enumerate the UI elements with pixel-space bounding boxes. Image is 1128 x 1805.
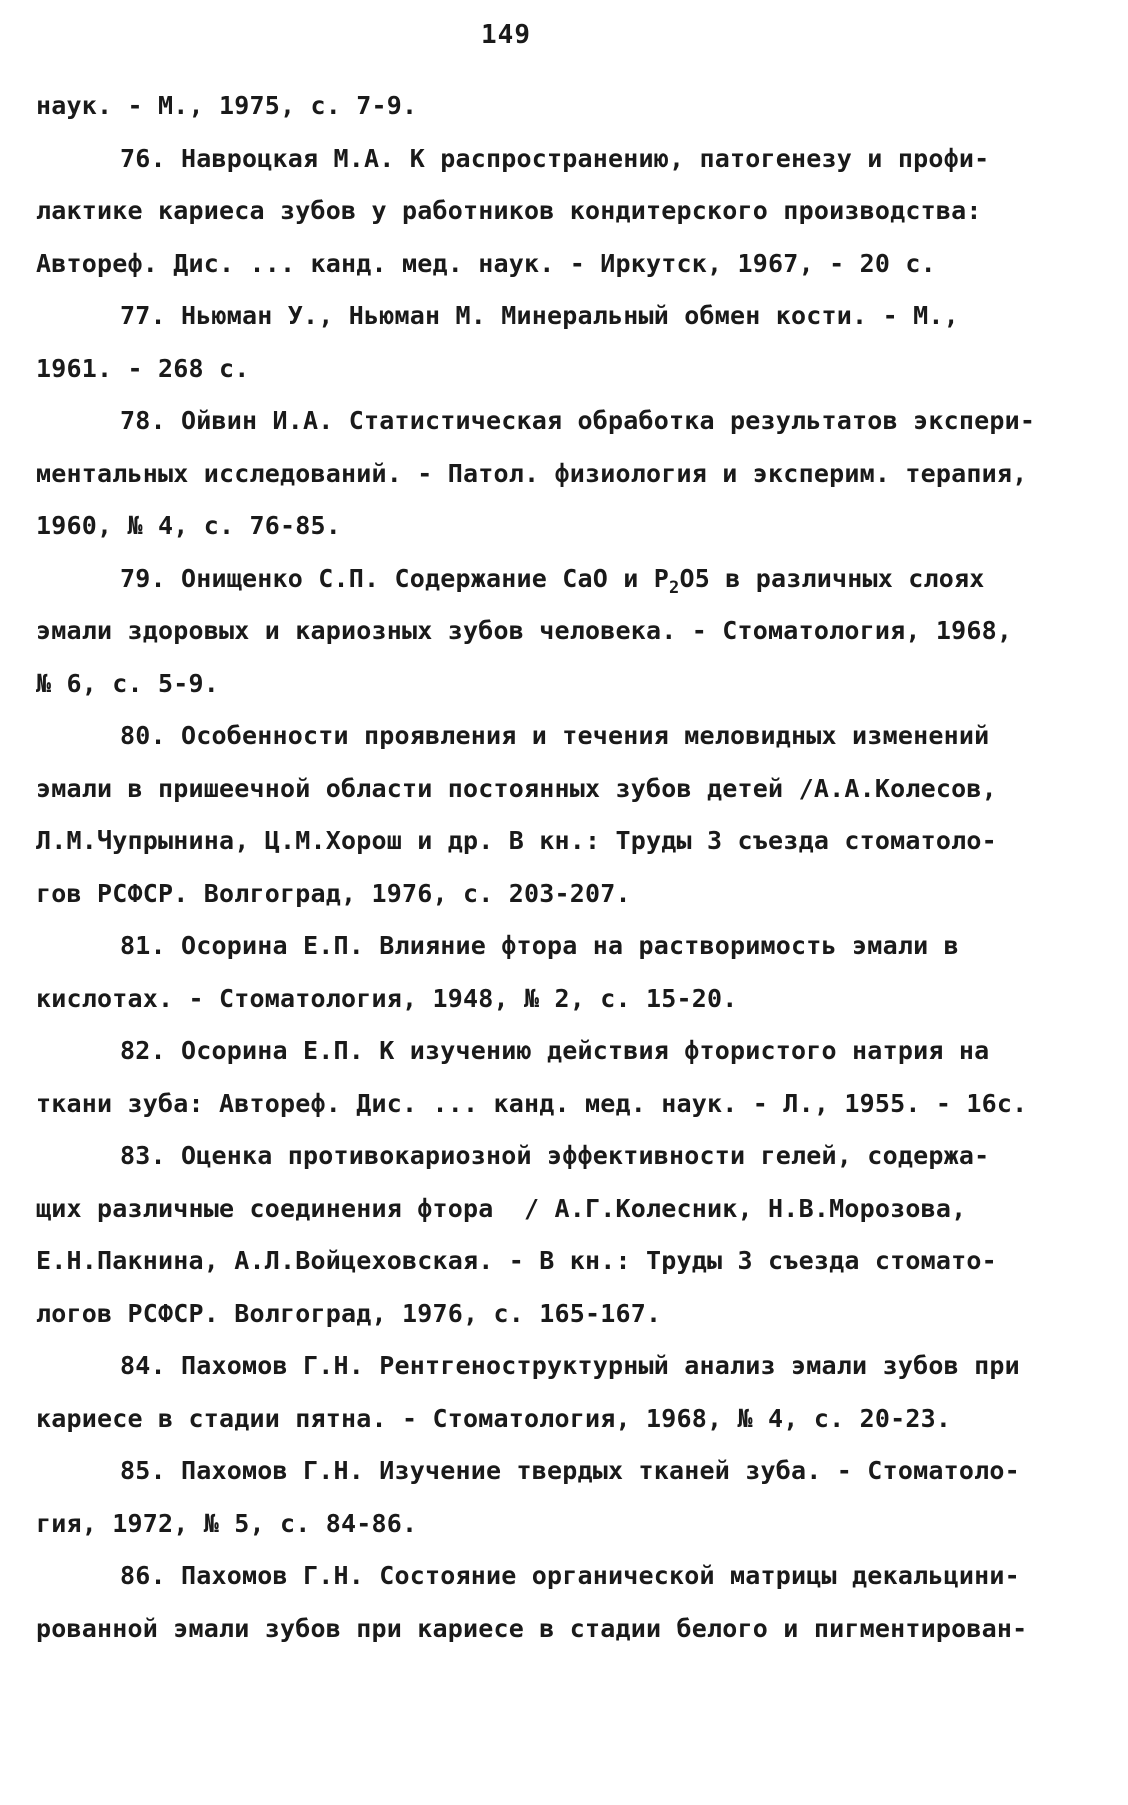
text-line bbox=[36, 658, 1076, 711]
text-line bbox=[36, 1498, 1076, 1551]
line-text: Е.Н.Пакнина, А.Л.Войцеховская. - В кн.: Труды 3 съезда стомато- bbox=[36, 1246, 997, 1275]
text-line bbox=[36, 133, 1076, 186]
text-line bbox=[36, 500, 1076, 553]
page-number: 149 bbox=[481, 20, 531, 50]
line-text: ткани зуба: Автореф. Дис. ... канд. мед. наук. - Л., 1955. - 16с. bbox=[36, 1088, 1028, 1118]
text-line bbox=[36, 1025, 1076, 1078]
line-text: ментальных исследований. - Патол. физиология и эксперим. терапия, bbox=[36, 458, 1028, 488]
text-line bbox=[36, 605, 1076, 658]
text-line bbox=[36, 868, 1076, 921]
subscript: 2 bbox=[669, 577, 680, 598]
line-text: № 6, с. 5-9. bbox=[36, 668, 220, 698]
text-line bbox=[36, 1550, 1076, 1603]
line-text: логов РСФСР. Волгоград, 1976, с. 165-167. bbox=[36, 1298, 662, 1328]
line-text: 80. Особенности проявления и течения меловидных изменений bbox=[120, 721, 990, 750]
line-text: 79. Онищенко С.П. Содержание CaO и P bbox=[120, 563, 670, 593]
line-text: наук. - М., 1975, с. 7-9. bbox=[36, 91, 418, 120]
line-text: 78. Ойвин И.А. Статистическая обработка результатов экспери- bbox=[120, 406, 1036, 435]
text-line bbox=[36, 1288, 1076, 1341]
text-line bbox=[36, 448, 1076, 501]
text-line bbox=[36, 710, 1076, 763]
line-text: 1961. - 268 с. bbox=[36, 353, 250, 383]
text-line bbox=[36, 1235, 1076, 1288]
text-line bbox=[36, 553, 1076, 606]
text-line bbox=[36, 1393, 1076, 1446]
text-line bbox=[36, 1183, 1076, 1236]
text-line bbox=[36, 815, 1076, 868]
line-text: 81. Осорина Е.П. Влияние фтора на растворимость эмали в bbox=[120, 931, 959, 960]
line-text: кариесе в стадии пятна. - Стоматология, 1968, № 4, с. 20-23. bbox=[36, 1403, 952, 1433]
line-text: 1960, № 4, с. 76-85. bbox=[36, 511, 342, 540]
line-text: рованной эмали зубов при кариесе в стадии белого и пигментирован- bbox=[36, 1613, 1028, 1643]
line-text: Автореф. Дис. ... канд. мед. наук. - Иркутск, 1967, - 20 с. bbox=[36, 248, 936, 278]
line-text: эмали в пришеечной области постоянных зубов детей /А.А.Колесов, bbox=[36, 773, 997, 803]
text-line bbox=[36, 80, 1076, 133]
text-line bbox=[36, 185, 1076, 238]
line-text: 76. Навроцкая М.А. К распространению, патогенезу и профи- bbox=[120, 143, 990, 173]
text-line bbox=[36, 763, 1076, 816]
text-line bbox=[36, 395, 1076, 448]
text-line bbox=[36, 238, 1076, 291]
text-line bbox=[36, 973, 1076, 1026]
line-text: щих различные соединения фтора / А.Г.Колесник, Н.В.Морозова, bbox=[36, 1193, 967, 1223]
text-line bbox=[36, 1603, 1076, 1656]
line-text: гов РСФСР. Волгоград, 1976, с. 203-207. bbox=[36, 878, 631, 908]
text-line bbox=[36, 1078, 1076, 1131]
line-text: лактике кариеса зубов у работников кондитерского производства: bbox=[36, 196, 982, 225]
bibliography-list bbox=[36, 80, 1076, 1655]
text-line bbox=[36, 343, 1076, 396]
line-text: Л.М.Чупрынина, Ц.М.Хорош и др. В кн.: Труды 3 съезда стоматоло- bbox=[36, 826, 997, 855]
line-text: 82. Осорина Е.П. К изучению действия фтористого натрия на bbox=[120, 1036, 990, 1065]
line-text: 85. Пахомов Г.Н. Изучение твердых тканей зуба. - Стоматоло- bbox=[120, 1456, 1020, 1485]
text-line bbox=[36, 1445, 1076, 1498]
text-line bbox=[36, 1340, 1076, 1393]
line-text: 77. Ньюман У., Ньюман М. Минеральный обмен кости. - М., bbox=[120, 301, 959, 330]
line-text: кислотах. - Стоматология, 1948, № 2, с. 15-20. bbox=[36, 983, 738, 1013]
line-text: 83. Оценка противокариозной эффективности гелей, содержа- bbox=[120, 1141, 990, 1170]
line-text: гия, 1972, № 5, с. 84-86. bbox=[36, 1508, 418, 1538]
text-line bbox=[36, 1130, 1076, 1183]
line-text-tail: O5 в различных слоях bbox=[679, 563, 985, 593]
line-text: 84. Пахомов Г.Н. Рентгеноструктурный анализ эмали зубов при bbox=[120, 1351, 1020, 1380]
text-line bbox=[36, 290, 1076, 343]
line-text: 86. Пахомов Г.Н. Состояние органической матрицы декальцини- bbox=[120, 1561, 1020, 1590]
line-text: эмали здоровых и кариозных зубов человека. - Стоматология, 1968, bbox=[36, 616, 1013, 645]
text-line bbox=[36, 920, 1076, 973]
